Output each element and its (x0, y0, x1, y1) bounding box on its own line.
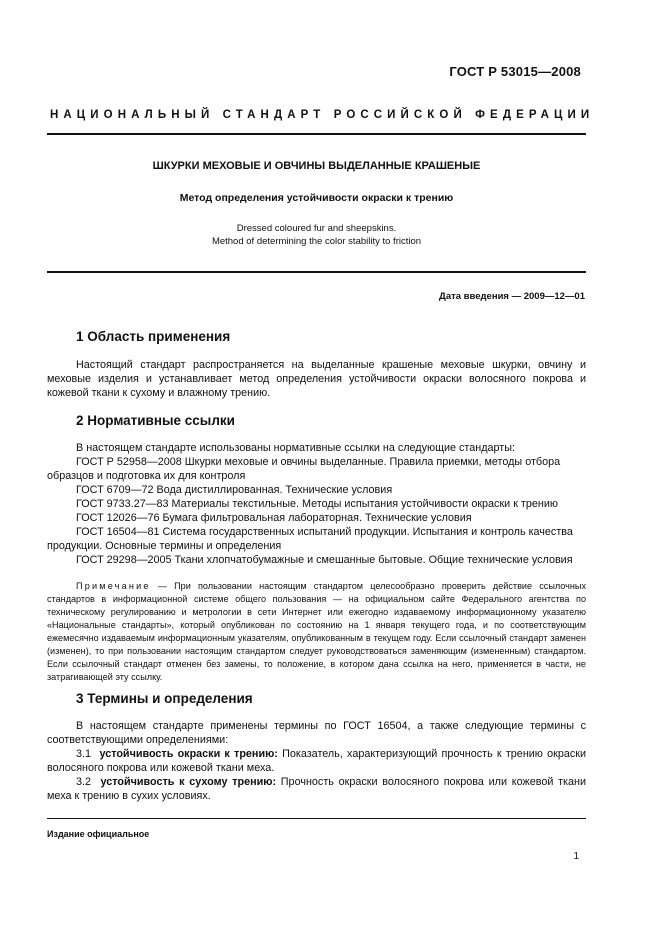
reference-gost-16504: ГОСТ 16504—81 Система государственных испытаний продукции. Испытания и контроль качества продукции. Основные термины и определения (47, 526, 573, 552)
national-standard-banner: НАЦИОНАЛЬНЫЙ СТАНДАРТ РОССИЙСКОЙ ФЕДЕРАЦИИ (50, 109, 595, 121)
title-rule (47, 271, 586, 273)
english-title-line1: Dressed coloured fur and sheepskins. (236, 223, 397, 234)
section-1-heading: 1 Область применения (76, 329, 231, 344)
footer-rule (47, 818, 586, 819)
reference-gost-6709: ГОСТ 6709—72 Вода дистиллированная. Технические условия (76, 484, 393, 496)
term-3-1-definition: Показатель, характеризующий прочность к трению окраски волосяного покрова или кожевой ткани меха. (47, 748, 587, 774)
note-label: Примечание (76, 581, 151, 591)
introduction-date: Дата введения — 2009—12—01 (439, 291, 585, 302)
reference-gost-12026: ГОСТ 12026—76 Бумага фильтровальная лабораторная. Технические условия (76, 512, 472, 524)
section-1-text: Настоящий стандарт распространяется на выделанные крашеные меховые шкурки, овчину и меховые изделия и устанавливает метод определения устойчивости окраски волосяного покрова и кожевой ткани к сухому и влажному трению. (47, 359, 586, 399)
term-3-1-number: 3.1 (76, 748, 92, 760)
english-title (47, 222, 586, 248)
reference-gost-29298: ГОСТ 29298—2005 Ткани хлопчатобумажные и смешанные бытовые. Общие технические условия (76, 554, 573, 566)
term-3-2 (47, 775, 586, 803)
term-3-1-name: устойчивость окраски к трению: (99, 748, 278, 760)
section-2-intro: В настоящем стандарте использованы нормативные ссылки на следующие стандарты: (76, 442, 515, 454)
term-3-2-name: устойчивость к сухому трению: (100, 776, 277, 788)
document-title: ШКУРКИ МЕХОВЫЕ И ОВЧИНЫ ВЫДЕЛАННЫЕ КРАШЕНЫЕ (152, 160, 481, 172)
term-3-1 (47, 747, 586, 775)
top-rule (47, 133, 586, 135)
page-number: 1 (573, 851, 579, 862)
section-2-heading: 2 Нормативные ссылки (76, 413, 235, 428)
document-code: ГОСТ Р 53015—2008 (449, 64, 581, 79)
reference-gost-9733: ГОСТ 9733.27—83 Материалы текстильные. Методы испытания устойчивости окраски к трению (76, 498, 558, 510)
term-3-2-definition: Прочность окраски волосяного покрова или кожевой ткани меха к трению в сухих условиях. (47, 776, 586, 802)
term-3-2-number: 3.2 (76, 776, 92, 788)
note-text: — При пользовании настоящим стандартом целесообразно проверить действие ссылочных стандартов в информационной системе общего пользования — на официальном сайте Федерального агентства по техническому регулированию и метрологии в сети Интернет или ежегодно издаваемому информационному указателю «Национальные стандарты», который опубликован по состоянию на 1 января текущего года, и по соответствующим ежемесячно издаваемым информационным указателям, опубликованным в текущем году. Если ссылочный стандарт заменен (изменен), то при пользовании настоящим стандартом следует руководствоваться заменяющим (измененным) стандартом. Если ссылочный стандарт отменен без замены, то положение, в котором дана ссылка на него, применяется в части, не затрагивающей эту ссылку. (47, 581, 586, 682)
section-3-intro: В настоящем стандарте применены термины по ГОСТ 16504, а также следующие термины с соответствующими определениями: (47, 720, 586, 746)
edition-label: Издание официальное (47, 829, 150, 839)
section-3-heading: 3 Термины и определения (76, 691, 253, 706)
reference-note (47, 580, 586, 684)
document-subtitle: Метод определения устойчивости окраски к трению (179, 192, 454, 204)
english-title-line2: Method of determining the color stability to friction (211, 236, 422, 247)
reference-gost-r-52958: ГОСТ Р 52958—2008 Шкурки меховые и овчины выделанные. Правила приемки, методы отбора образцов и подготовка их для контроля (47, 456, 561, 482)
